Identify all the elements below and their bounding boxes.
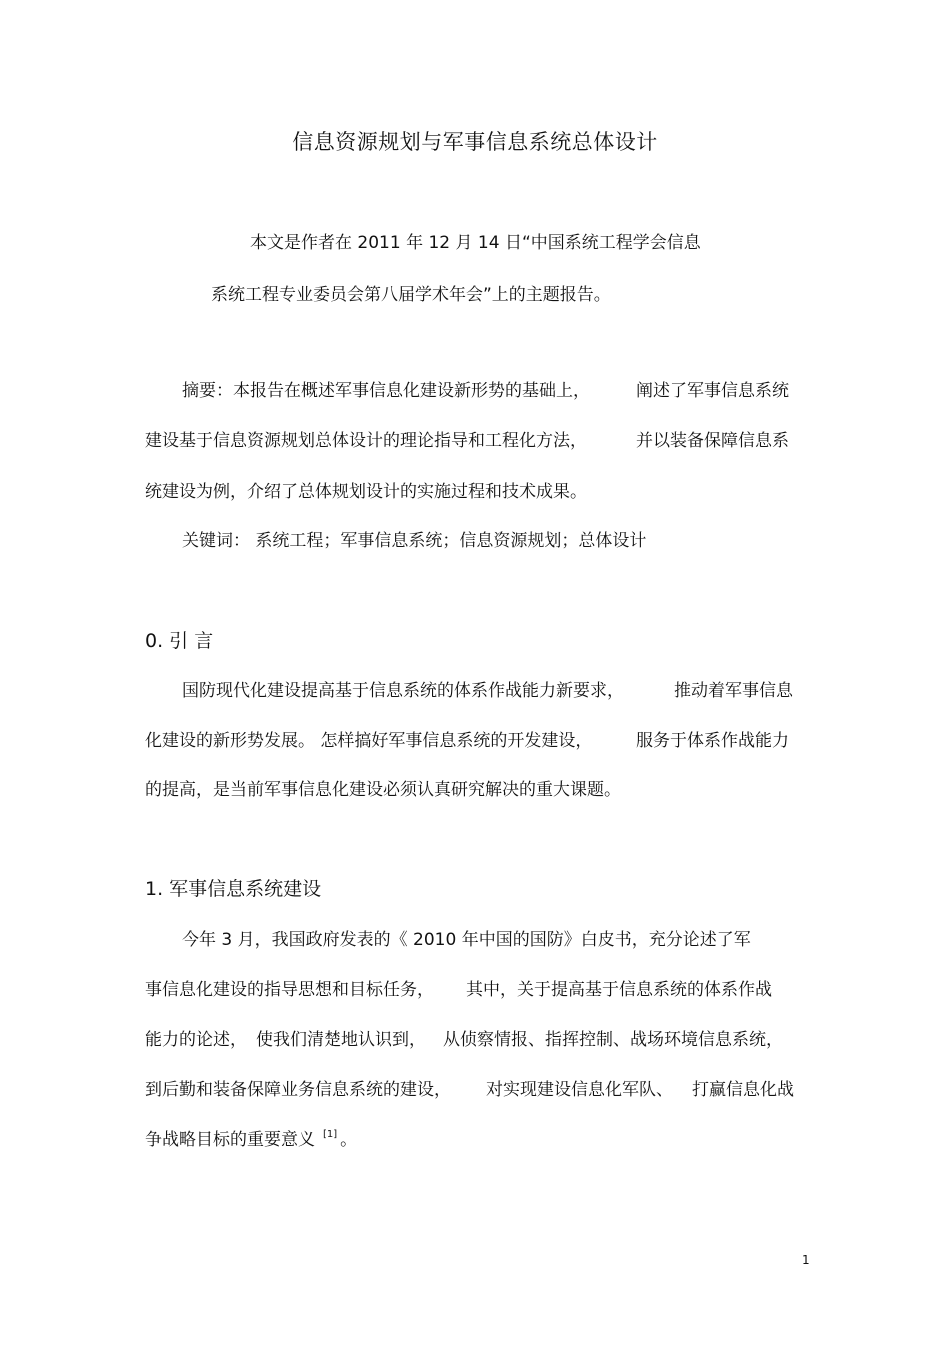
section-1-line-2b: 其中，关于提高基于信息系统的体系作战 bbox=[466, 980, 772, 1000]
section-0-line-2b: 服务于体系作战能力 bbox=[636, 731, 789, 751]
author-note-line-1: 本文是作者在 2011 年 12 月 14 日“中国系统工程学会信息 bbox=[250, 233, 701, 253]
section-1-line-3b: 使我们清楚地认识到， bbox=[256, 1030, 426, 1050]
abstract-line-1b: 阐述了军事信息系统 bbox=[636, 381, 789, 401]
section-1-line-5-end: 。 bbox=[340, 1130, 358, 1150]
section-1-line-5 bbox=[145, 1129, 357, 1154]
abstract-line-2a: 建设基于信息资源规划总体设计的理论指导和工程化方法， bbox=[145, 431, 587, 451]
section-0-line-1a: 国防现代化建设提高基于信息系统的体系作战能力新要求， bbox=[182, 681, 624, 701]
section-1-line-3c: 从侦察情报、指挥控制、战场环境信息系统， bbox=[443, 1030, 783, 1050]
page-number: 1 bbox=[802, 1253, 810, 1267]
section-1-line-4c: 打赢信息化战 bbox=[692, 1080, 794, 1100]
keywords: 关键词： 系统工程；军事信息系统；信息资源规划；总体设计 bbox=[182, 531, 647, 551]
citation-reference: [1] bbox=[323, 1129, 338, 1140]
section-1-line-3a: 能力的论述， bbox=[145, 1030, 247, 1050]
section-0-heading: 0. 引 言 bbox=[145, 630, 214, 652]
section-1-heading: 1. 军事信息系统建设 bbox=[145, 878, 322, 900]
section-0-line-3: 的提高，是当前军事信息化建设必须认真研究解决的重大课题。 bbox=[145, 780, 621, 800]
abstract-line-3: 统建设为例，介绍了总体规划设计的实施过程和技术成果。 bbox=[145, 482, 587, 502]
section-1-line-2a: 事信息化建设的指导思想和目标任务， bbox=[145, 980, 434, 1000]
section-1-line-4a: 到后勤和装备保障业务信息系统的建设， bbox=[145, 1080, 451, 1100]
section-0-line-2a: 化建设的新形势发展。 怎样搞好军事信息系统的开发建设， bbox=[145, 731, 593, 751]
document-title: 信息资源规划与军事信息系统总体设计 bbox=[292, 130, 658, 154]
abstract-line-1a: 摘要：本报告在概述军事信息化建设新形势的基础上， bbox=[182, 381, 590, 401]
section-1-line-5-text: 争战略目标的重要意义 bbox=[145, 1130, 315, 1150]
section-1-line-4b: 对实现建设信息化军队、 bbox=[486, 1080, 673, 1100]
abstract-line-2b: 并以装备保障信息系 bbox=[636, 431, 789, 451]
section-1-line-1: 今年 3 月，我国政府发表的《 2010 年中国的国防》白皮书，充分论述了军 bbox=[182, 930, 751, 950]
author-note-line-2: 系统工程专业委员会第八届学术年会”上的主题报告。 bbox=[211, 285, 611, 305]
section-0-line-1b: 推动着军事信息 bbox=[674, 681, 793, 701]
